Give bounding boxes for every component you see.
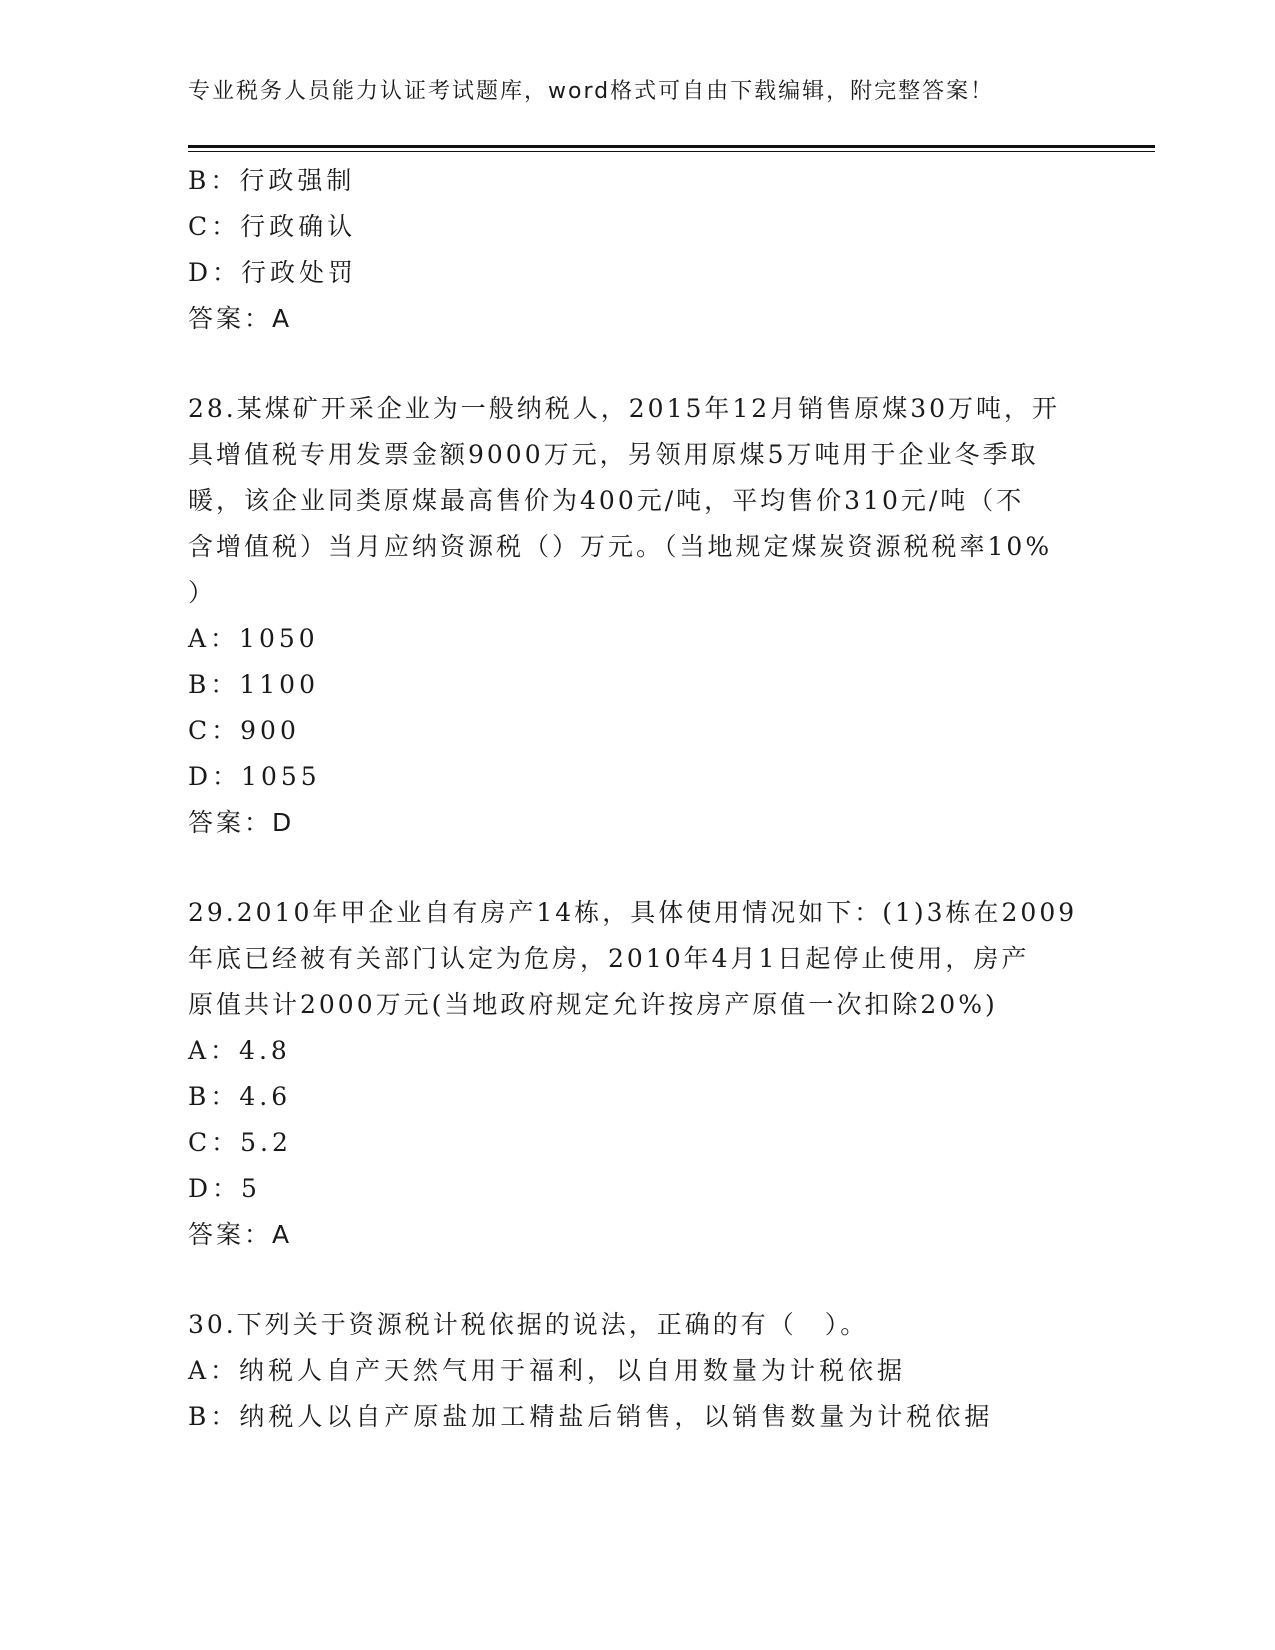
stem-line: 28.某煤矿开采企业为一般纳税人，2015年12月销售原煤30万吨，开 — [188, 394, 1061, 423]
stem-line: 29.2010年甲企业自有房产14栋，具体使用情况如下：(1)3栋在2009 — [188, 898, 1078, 927]
question-stem — [188, 890, 1093, 1028]
stem-line: 原值共计2000万元(当地政府规定允许按房产原值一次扣除20%) — [188, 990, 998, 1019]
option-b: B：纳税人以自产原盐加工精盐后销售，以销售数量为计税依据 — [188, 1402, 994, 1431]
answer: 答案：A — [188, 1220, 293, 1249]
option-d: D：行政处罚 — [188, 258, 358, 287]
option-b: B：行政强制 — [188, 166, 356, 195]
question-28 — [188, 386, 1093, 846]
option-b: B：1100 — [188, 670, 319, 699]
question-content — [188, 158, 1093, 1440]
stem-line: 暖，该企业同类原煤最高售价为400元/吨，平均售价310元/吨（不 — [188, 486, 1025, 515]
question-29 — [188, 890, 1093, 1258]
question-30 — [188, 1302, 1093, 1440]
question-27-tail — [188, 158, 1093, 342]
page-header: 专业税务人员能力认证考试题库，word格式可自由下载编辑，附完整答案！ — [188, 79, 995, 104]
header-divider — [188, 145, 1155, 153]
stem-line: 含增值税）当月应纳资源税（）万元。（当地规定煤炭资源税税率10% — [188, 532, 1053, 561]
answer: 答案：A — [188, 304, 293, 333]
answer: 答案：D — [188, 808, 295, 837]
option-b: B：4.6 — [188, 1082, 292, 1111]
stem-line: 年底已经被有关部门认定为危房，2010年4月1日起停止使用，房产 — [188, 944, 1030, 973]
option-d: D：5 — [188, 1174, 261, 1203]
question-stem — [188, 1302, 1093, 1348]
option-c: C：行政确认 — [188, 212, 357, 241]
option-d: D：1055 — [188, 762, 321, 791]
stem-line: 30.下列关于资源税计税依据的说法，正确的有（ ）。 — [188, 1310, 869, 1339]
option-a: A：纳税人自产天然气用于福利，以自用数量为计税依据 — [188, 1356, 907, 1385]
option-a: A：4.8 — [188, 1036, 291, 1065]
option-c: C：5.2 — [188, 1128, 292, 1157]
stem-line: 具增值税专用发票金额9000万元，另领用原煤5万吨用于企业冬季取 — [188, 440, 1039, 469]
stem-line: ） — [188, 578, 217, 607]
option-c: C：900 — [188, 716, 300, 745]
question-stem — [188, 386, 1093, 616]
option-a: A：1050 — [188, 624, 319, 653]
